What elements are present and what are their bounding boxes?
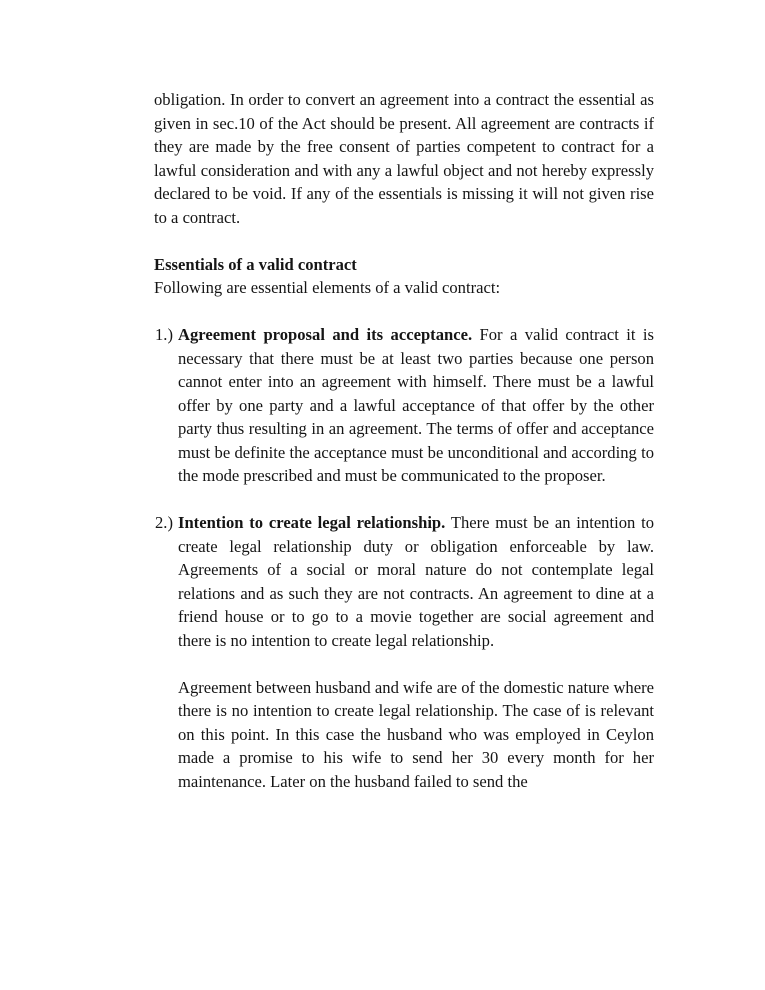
closing-paragraph: Agreement between husband and wife are of the domestic nature where there is no intention to create legal relationship. The case of is relevant on this point. In this case the husband who was employed in Ceylon made a promise to his wife to send her 30 every month for her maintenance. Later on the husband failed to send the — [178, 677, 654, 791]
section-heading: Essentials of a valid contract — [154, 254, 357, 274]
list-spacer-top — [154, 300, 654, 324]
list-item-lead-in-2: Intention to create legal relationship. — [178, 513, 446, 532]
paragraph-spacer — [154, 229, 654, 253]
list-marker-1: 1.) — [155, 325, 173, 344]
list-marker-2: 2.) — [155, 513, 173, 532]
closing-paragraph-spacer — [154, 652, 654, 676]
list-item — [154, 323, 654, 488]
list-item-spacer — [154, 488, 654, 512]
list-item — [154, 511, 654, 652]
list-item-body-1: For a valid contract it is necessary that there must be at least two parties because one person cannot enter into an agreement with himself. There must be a lawful offer by one party and a lawful acceptance of that offer by the other party thus resulting in an agreement. The terms of offer and acceptance must be definite the acceptance must be unconditional and according to the mode prescribed and must be communicated to the proposer. — [178, 325, 654, 485]
text-column — [154, 88, 654, 793]
opening-paragraph: obligation. In order to convert an agreement into a contract the essential as given in sec.10 of the Act should be present. All agreement are contracts if they are made by the free consent of parties competent to contract for a lawful consideration and with any a lawful object and not hereby expressly declared to be void. If any of the essentials is missing it will not given rise to a contract. — [154, 90, 654, 227]
list-item-body-2: There must be an intention to create legal relationship duty or obligation enforceable by law. Agreements of a social or moral nature do not contemplate legal relations and as such they are not contracts. An agreement to dine at a friend house or to go to a movie together are social agreement and there is no intention to create legal relationship. — [178, 513, 654, 650]
list-item-lead-in-1: Agreement proposal and its acceptance. — [178, 325, 473, 344]
section-intro: Following are essential elements of a valid contract: — [154, 278, 501, 297]
